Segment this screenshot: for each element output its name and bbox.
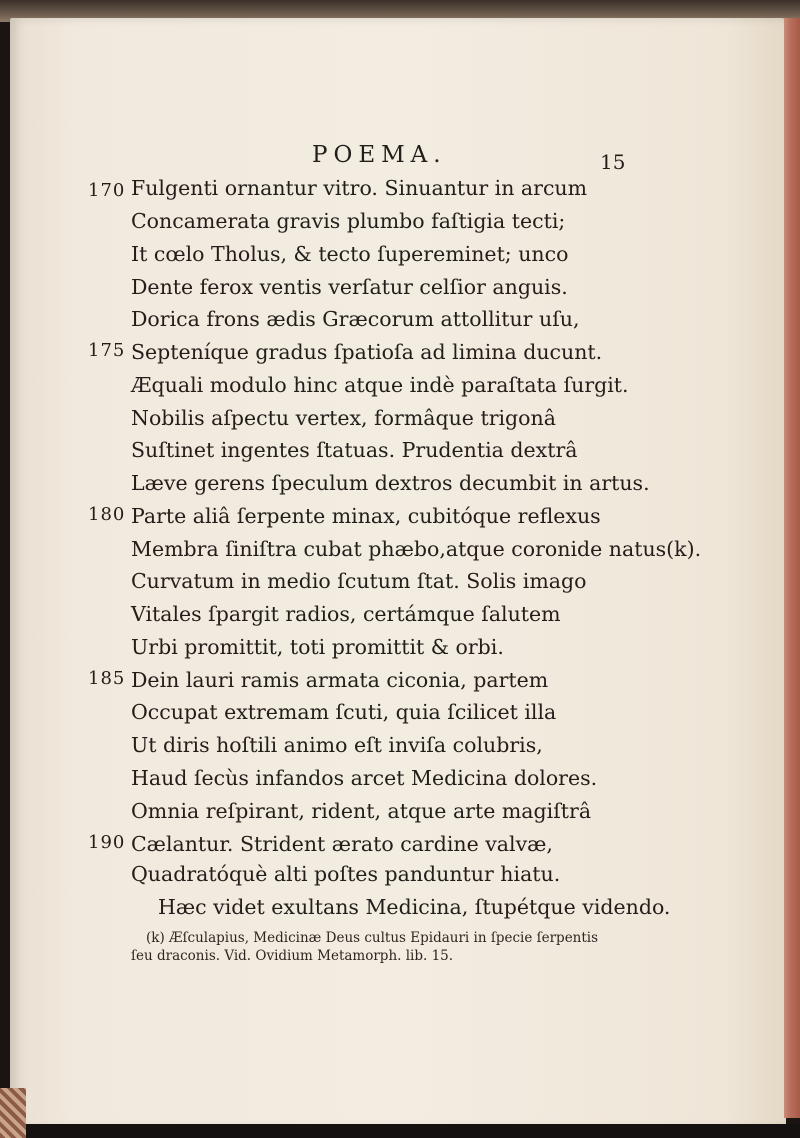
verse-line: Concamerata gravis plumbo faſtigia tecti;: [131, 209, 566, 233]
footnote-line: ſeu draconis. Vid. Ovidium Metamorph. lib. 15.: [131, 948, 454, 964]
line-number: 175: [88, 340, 126, 361]
verse-line: Omnia reſpirant, rident, atque arte magiſtrâ: [131, 799, 592, 823]
verse-line: Urbi promittit, toti promittit & orbi.: [131, 635, 504, 659]
line-number: 180: [88, 504, 126, 525]
line-number: 185: [88, 668, 126, 689]
verse-line: Cælantur. Strident ærato cardine valvæ,: [131, 832, 553, 856]
verse-line: Læve gerens ſpeculum dextros decumbit in artus.: [131, 471, 650, 495]
verse-line: Septeníque gradus ſpatioſa ad limina ducunt.: [131, 340, 603, 364]
verse-line: Occupat extremam ſcuti, quia ſcilicet illa: [131, 700, 557, 724]
verse-line: Membra ſiniſtra cubat phæbo,atque coronide natus(k).: [131, 537, 702, 561]
verse-line: Quadratóquè alti poſtes panduntur hiatu.: [131, 862, 561, 886]
line-number: 170: [88, 180, 126, 201]
line-number: 190: [88, 832, 126, 853]
verse-line: Suſtinet ingentes ſtatuas. Prudentia dextrâ: [131, 438, 578, 462]
verse-line: Dorica frons ædis Græcorum attollitur uſu,: [131, 307, 580, 331]
footnote-line: (k) Æſculapius, Medicinæ Deus cultus Epidauri in ſpecie ſerpentis: [146, 930, 599, 946]
page-number: 15: [600, 150, 626, 174]
verse-line: Parte aliâ ſerpente minax, cubitóque reflexus: [131, 504, 601, 528]
book-bottom-edge: [0, 1124, 800, 1138]
verse-line: Æquali modulo hinc atque indè paraſtata ſurgit.: [131, 373, 629, 397]
book-fore-edge: [784, 18, 800, 1118]
bookmark-ribbon: [0, 1088, 26, 1138]
verse-line: Hæc videt exultans Medicina, ſtupétque videndo.: [158, 895, 671, 919]
verse-line: Haud ſecùs infandos arcet Medicina dolores.: [131, 766, 598, 790]
verse-line: Nobilis aſpectu vertex, formâque trigonâ: [131, 406, 556, 430]
verse-line: Dein lauri ramis armata ciconia, partem: [131, 668, 549, 692]
verse-line: Dente ferox ventis verſatur celſior anguis.: [131, 275, 568, 299]
verse-line: Curvatum in medio ſcutum ſtat. Solis imago: [131, 569, 587, 593]
verse-line: Vitales ſpargit radios, certámque ſalutem: [131, 602, 561, 626]
verse-line: Ut diris hoſtili animo eſt inviſa colubris,: [131, 733, 543, 757]
verse-line: Fulgenti ornantur vitro. Sinuantur in arcum: [131, 176, 588, 200]
verse-line: It cœlo Tholus, & tecto ſupereminet; unco: [131, 242, 569, 266]
running-header: POEMA.: [312, 142, 447, 168]
